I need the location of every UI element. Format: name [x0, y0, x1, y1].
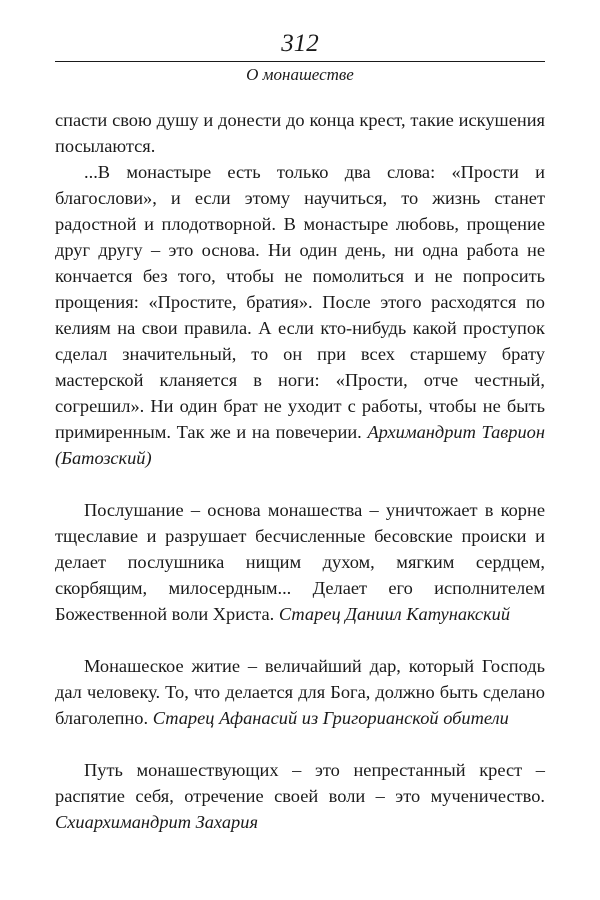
attribution: Архимандрит Таврион (Батозский)	[55, 422, 545, 468]
quote-afanasiy	[55, 653, 545, 731]
body-text	[55, 107, 545, 835]
paragraph-text: Путь монашествующих – это непрестанный крест – распятие себя, отречение своей воли – это мученичество.	[55, 760, 545, 806]
paragraph-text: спасти свою душу и донести до конца крест, такие искушения посылаются.	[55, 110, 545, 156]
paragraph-text: Монашеское житие – величайший дар, который Господь дал человеку. То, что делается для Бога, должно быть сделано благолепно.	[55, 656, 545, 728]
attribution: Старец Даниил Катунакский	[278, 604, 511, 624]
attribution: Схиархимандрит Захария	[55, 812, 258, 832]
quote-zakhariya	[55, 757, 545, 835]
book-page	[55, 0, 545, 900]
paragraph-continuation	[55, 107, 545, 159]
attribution: Старец Афанасий из Григорианской обители	[152, 708, 509, 728]
quote-daniil	[55, 497, 545, 627]
header-rule	[55, 61, 545, 62]
quote-tavrion	[55, 159, 545, 471]
paragraph-text: Послушание – основа монашества – уничтожает в корне тщеславие и разрушает бесчисленные бесовские происки и делает послушника нищим духом, мягким сердцем, скорбящим, милосердным... Делает его исполнителем Божественной воли Христа.	[55, 500, 545, 624]
paragraph-text: ...В монастыре есть только два слова: «Прости и благослови», и если этому научиться, то жизнь станет радостной и плодотворной. В монастыре любовь, прощение друг другу – это основа. Ни один день, ни одна работа не кончается без того, чтобы не помолиться и не попросить прощения: «Простите, братия». После этого расходятся по келиям на свои правила. А если кто-нибудь какой проступок сделал значительный, то он при всех старшему брату мастерской кланяется в ноги: «Прости, отче честный, согрешил». Ни один брат не уходит с работы, чтобы не быть примиренным. Так же и на повечерии.	[55, 162, 545, 442]
running-title: О монашестве	[246, 65, 354, 84]
page-number: 312	[281, 30, 319, 57]
